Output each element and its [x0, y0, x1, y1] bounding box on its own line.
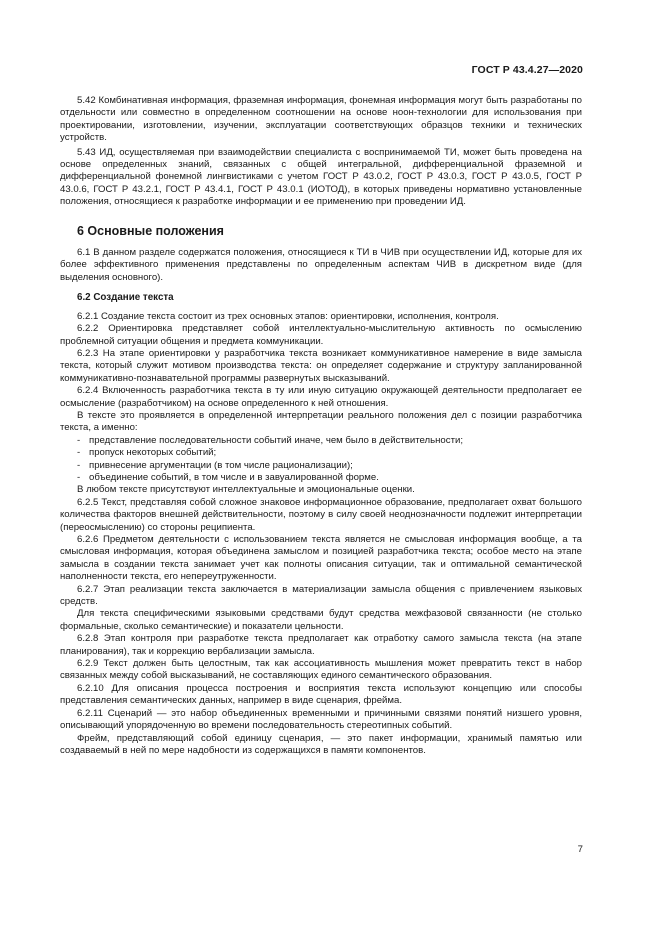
section-6-title: 6 Основные положения [77, 223, 224, 238]
list-item: - объединение событий, в том числе и в завуалированной форме. [77, 471, 379, 483]
paragraph-6-2-7: 6.2.7 Этап реализации текста заключается в материализации замысла общения с привлечением языковых средств. [60, 583, 582, 608]
paragraph-6-2-5: 6.2.5 Текст, представляя собой сложное знаковое информационное образование, предполагает охват большого количества факторов внешней действительности, поэтому в силу своей неоднозначности подлежит интерпретации (переосмыслению) со стороны реципиента. [60, 496, 582, 533]
paragraph-6-2-11-b: Фрейм, представляющий собой единицу сценария, — это пакет информации, хранимый памятью или создаваемый в ней по мере надобности из содержащихся в памяти компонентов. [60, 732, 582, 756]
subsection-6-2-title: 6.2 Создание текста [77, 292, 174, 304]
paragraph-6-2-8: 6.2.8 Этап контроля при разработке текста предполагает как отработку самого замысла текста (на этапе планирования), так и коррекцию вербализации замысла. [60, 633, 582, 657]
paragraph-6-2-4-c: В любом тексте присутствуют интеллектуальные и эмоциональные оценки. [77, 484, 415, 496]
list-dash: - [77, 434, 81, 446]
paragraph-5-43: 5.43 ИД, осуществляемая при взаимодействии специалиста с воспринимаемой ТИ, может быть проведена на основе определенных знаний, связанных с общей интегральной, дифференциальной фраземной и дифференциальной фонемной лингвистиками с учетом ГОСТ Р 43.0.2, ГОСТ Р 43.0.3, ГОСТ Р 43.0.5, ГОСТ Р 43.0.6, ГОСТ Р 43.2.1, ГОСТ Р 43.4.1, ГОСТ Р 43.0.1 (ИОТОД), в которых приведены нормативно установленные положения, относящиеся к разработке информации и ее применению при проведении ИД. [60, 146, 582, 208]
paragraph-6-2-4-b: В тексте это проявляется в определенной интерпретации реального положения дел с позиции разработчика текста, а именно: [60, 409, 582, 434]
paragraph-6-2-6: 6.2.6 Предметом деятельности с использованием текста является не смысловая информация вообще, а та смысловая информация, которая объединена замыслом и позицией разработчика текста; особое место на этапе замысла в создании текста занимает учет как полноты описания ситуации, так и оптимальной семантической наполненности текста, его непереутруженности. [60, 534, 582, 583]
list-item: - пропуск некоторых событий; [77, 447, 217, 459]
list-dash: - [77, 447, 81, 459]
interpretation-list [60, 435, 582, 485]
document-body [60, 95, 582, 757]
list-item: - привнесение аргументации (в том числе рационализации); [77, 459, 353, 471]
page-number: 7 [577, 844, 583, 855]
list-item: - представление последовательности событий иначе, чем было в действительности; [77, 434, 463, 446]
paragraph-6-2-7-b: Для текста специфическими языковыми средствами будут средства межфазовой связанности (не столько формальные, сколько семантические) и показатели цельности. [60, 608, 582, 632]
paragraph-5-42: 5.42 Комбинативная информация, фраземная информация, фонемная информация могут быть разработаны по отдельности или совместно в определенном соотношении на основе ноон-технологии для использования при проектировании, изготовлении, изучении, эксплуатации соответствующих образцов техники и технических устройств. [60, 95, 582, 144]
paragraph-6-1: 6.1 В данном разделе содержатся положения, относящиеся к ТИ в ЧИВ при осуществлении ИД, которые для их более эффективного применения представлены по определенным аспектам ЧИВ в дискретном виде (для выделения основного). [60, 247, 582, 283]
paragraph-6-2-1: 6.2.1 Создание текста состоит из трех основных этапов: ориентировки, исполнения, контроля. [77, 310, 499, 322]
list-dash: - [77, 459, 81, 471]
paragraph-6-2-11: 6.2.11 Сценарий — это набор объединенных временными и причинными связями понятий низшего уровня, описывающий упорядоченную во времени последовательность стереотипных событий. [60, 707, 582, 732]
paragraph-6-2-10: 6.2.10 Для описания процесса построения и восприятия текста используют концепцию или способы представления семантических данных, например в виде сценария, фрейма. [60, 682, 582, 707]
document-header: ГОСТ Р 43.4.27—2020 [471, 64, 583, 76]
paragraph-6-2-2: 6.2.2 Ориентировка представляет собой интеллектуально-мыслительную активность по осмыслению проблемной ситуации общения и предмета коммуникации. [60, 323, 582, 347]
paragraph-6-2-9: 6.2.9 Текст должен быть целостным, так как ассоциативность мышления может превратить текст в набор связанных между собой высказываний, не составляющих единого семантического образования. [60, 658, 582, 682]
paragraph-6-2-3: 6.2.3 На этапе ориентировки у разработчика текста возникает коммуникативное намерение в виде замысла текста, который служит мотивом производства текста: он определяет содержание и структуру запланированной коммуникативно-познавательной программы развернутых высказываний. [60, 347, 582, 384]
list-dash: - [77, 471, 81, 483]
paragraph-6-2-4: 6.2.4 Включенность разработчика текста в ту или иную ситуацию окружающей деятельности предполагает ее осмысление (разработчиком) на основе определенного к ней отношения. [60, 385, 582, 409]
